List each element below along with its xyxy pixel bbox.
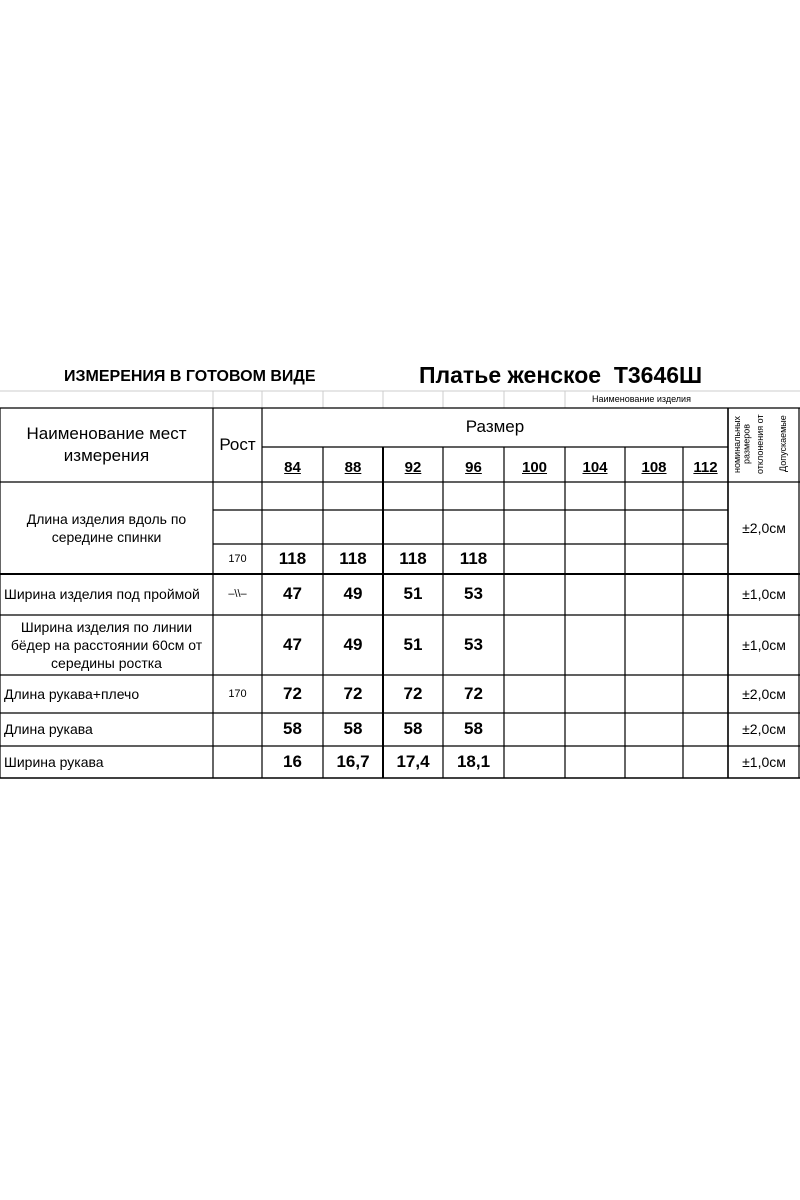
measure-column-header: Наименование мест измерения [26,423,187,465]
size-column-header: Размер [465,417,525,437]
tolerance-armhole-width: ±1,0см [742,586,786,603]
value-back-length-92: 118 [399,548,427,568]
row-height-sleeve-shoulder-length: 170 [228,687,247,700]
value-sleeve-width-92: 17,4 [396,751,430,771]
row-label-sleeve-length: Длина рукава [4,721,93,738]
value-hip-width-96: 53 [464,634,483,654]
row-height-sleeve-width [213,746,262,778]
value-armhole-width-96: 53 [464,584,483,604]
tolerance-hip-width: ±1,0см [742,636,786,653]
value-sleeve-shoulder-88: 72 [343,683,363,703]
value-sleeve-shoulder-84: 72 [283,683,302,703]
size-88: 88 [344,459,362,477]
sheet-title: ИЗМЕРЕНИЯ В ГОТОВОМ ВИДЕ [64,368,316,385]
row-height-hip-width [213,615,262,675]
row-label-sleeve-shoulder-length: Длина рукава+плечо [4,685,140,702]
value-back-length-84: 118 [278,548,307,568]
row-label-hip-width: Ширина изделия по линии бёдер на расстоянии 60см от середины ростка [10,618,203,672]
value-sleeve-width-84: 16 [283,751,302,771]
row-height-back-length: 170 [228,552,247,565]
size-104: 104 [582,459,608,477]
value-sleeve-length-92: 58 [403,719,423,739]
value-armhole-width-92: 51 [403,584,423,604]
value-armhole-width-88: 49 [343,584,363,604]
size-96: 96 [465,459,482,477]
value-sleeve-width-96: 18,1 [456,751,491,771]
size-84: 84 [284,459,301,477]
value-sleeve-length-88: 58 [343,719,363,739]
value-hip-width-84: 47 [283,634,302,654]
deviation-header-line-2: отклонения от [755,414,765,474]
value-sleeve-length-96: 58 [464,719,483,739]
value-sleeve-width-88: 16,7 [336,751,370,771]
tolerance-sleeve-length: ±2,0см [742,721,786,738]
height-column-header: Рост [219,434,256,454]
row-height-sleeve-length [213,713,262,746]
deviation-header-line-3: Допускаемые [778,415,788,473]
row-label-sleeve-width: Ширина рукава [4,753,104,770]
tolerance-sleeve-width: ±1,0см [742,753,786,770]
row-height-armhole-width: –\\– [228,588,247,601]
value-sleeve-shoulder-96: 72 [464,683,483,703]
size-108: 108 [641,459,667,477]
row-label-back-length: Длина изделия вдоль по середине спинки [26,510,187,545]
value-hip-width-92: 51 [403,634,423,654]
tolerance-back-length: ±2,0см [742,519,786,536]
measurements-sheet [0,360,800,780]
size-100: 100 [521,459,548,477]
tolerance-sleeve-shoulder: ±2,0см [742,685,786,702]
product-caption: Наименование изделия [592,394,691,404]
value-back-length-88: 118 [339,548,367,568]
size-92: 92 [404,459,422,477]
value-back-length-96: 118 [459,548,488,568]
value-armhole-width-84: 47 [283,584,302,604]
size-112: 112 [693,459,718,477]
value-sleeve-shoulder-92: 72 [403,683,423,703]
product-name: Платье женское Т3646Ш [419,362,703,388]
value-sleeve-length-84: 58 [283,719,302,739]
deviation-header-line-1: номинальных размеров [732,415,752,473]
value-hip-width-88: 49 [343,634,363,654]
row-label-armhole-width: Ширина изделия под проймой [4,586,200,603]
